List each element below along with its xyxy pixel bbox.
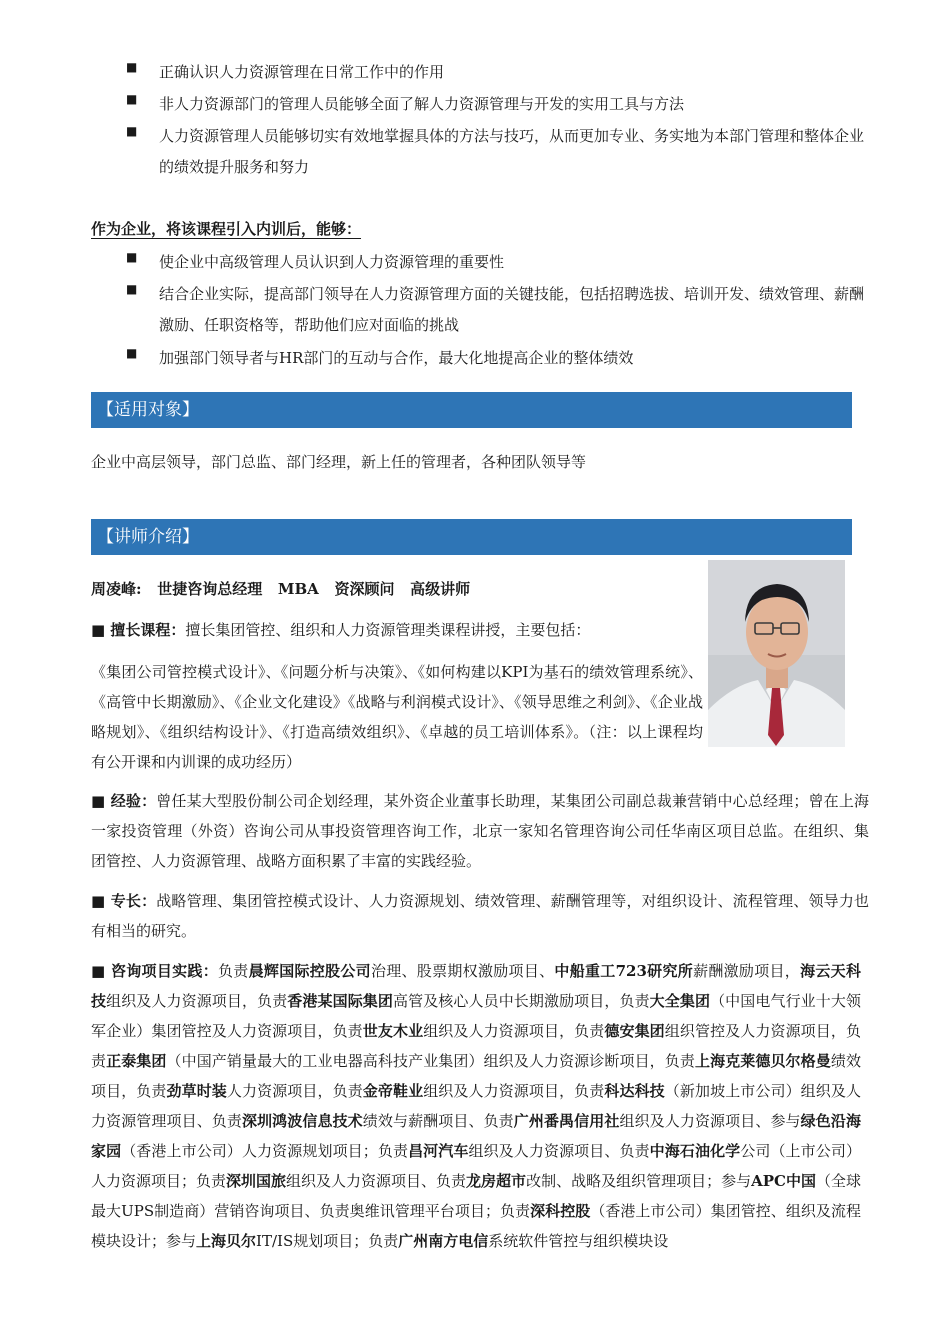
project-text-run: 公司（上市公司）人力资源项目；负责 (91, 1142, 861, 1190)
project-client-name: 上海克莱德贝尔格曼 (694, 1052, 831, 1070)
project-client-name: 劲草时装 (166, 1082, 227, 1100)
project-text-run: （香港上市公司）人力资源规划项目；负责 (121, 1142, 409, 1160)
bullet-text: 正确认识人力资源管理在日常工作中的作用 (159, 63, 445, 81)
project-client-name: 晨辉国际控股公司 (248, 962, 371, 980)
specialty-paragraph (91, 886, 869, 946)
bullet-square: ■ (126, 250, 138, 264)
bullet-square: ■ (126, 346, 138, 360)
enterprise-heading: 作为企业，将该课程引入内训后，能够： (91, 220, 362, 238)
project-client-name: 德安集团 (604, 1022, 665, 1040)
bullet-text: 使企业中高级管理人员认识到人力资源管理的重要性 (159, 253, 505, 271)
experience-label: ■ 经验： (91, 792, 157, 810)
instructor-title: 周凌峰: 世捷咨询总经理 MBA 资深顾问 高级讲师 (91, 580, 471, 598)
section-bar-audience: 【适用对象】 (91, 392, 852, 428)
project-client-name: 绿色沿海家园 (91, 1112, 861, 1160)
project-text-run: 治理、股票期权激励项目、 (370, 962, 555, 980)
project-text-run: （中国产销量最大的工业电器高科技产业集团）组织及人力资源诊断项目，负责 (166, 1052, 695, 1070)
project-text-run: 组织及人力资源项目，负责 (423, 1022, 605, 1040)
experience-paragraph (91, 786, 869, 876)
project-client-name: 大全集团 (649, 992, 711, 1010)
project-text-run: 组织及人力资源项目、参与 (619, 1112, 801, 1130)
bullet-square: ■ (126, 124, 138, 138)
bullet-text: 非人力资源部门的管理人员能够全面了解人力资源管理与开发的实用工具与方法 (159, 95, 685, 113)
project-text-run: 组织及人力资源项目，负责 (423, 1082, 605, 1100)
projects-paragraph (91, 956, 861, 1256)
project-text-run: 组织管控及人力资源项目，负责 (91, 1022, 861, 1070)
project-text-run: IT/IS规划项目；负责 (256, 1232, 399, 1250)
bullet-square: ■ (126, 282, 138, 296)
project-text-run: 改制、战略及组织管理项目；参与 (526, 1172, 752, 1190)
project-text-run: 负责 (218, 962, 249, 980)
projects-text (91, 962, 861, 1250)
bullet-text: 结合企业实际，提高部门领导在人力资源管理方面的关键技能，包括招聘选拔、培训开发、绩效管理、薪酬激励、任职资格等，帮助他们应对面临的挑战 (159, 285, 865, 334)
project-client-name: 世友木业 (362, 1022, 424, 1040)
projects-label: ■ 咨询项目实践： (91, 962, 219, 980)
project-client-name: 中船重工723研究所 (554, 962, 694, 980)
project-text-run: 高管及核心人员中长期激励项目，负责 (393, 992, 650, 1010)
project-client-name: 上海贝尔 (196, 1232, 257, 1250)
project-text-run: （新加坡上市公司）组织及人力资源管理项目、负责 (91, 1082, 861, 1130)
project-client-name: 中海石油化学 (649, 1142, 741, 1160)
specialty-label: ■ 专长： (91, 892, 157, 910)
project-text-run: 人力资源项目，负责 (226, 1082, 363, 1100)
project-text-run: 组织及人力资源项目、负责 (468, 1142, 650, 1160)
bullet-text: 人力资源管理人员能够切实有效地掌握具体的方法与技巧，从而更加专业、务实地为本部门管理和整体企业的绩效提升服务和努力 (159, 127, 865, 176)
project-text-run: 薪酬激励项目， (693, 962, 801, 980)
bullet-square: ■ (126, 92, 138, 106)
project-client-name: 金帝鞋业 (362, 1082, 424, 1100)
project-client-name: 深圳鸿波信息技术 (241, 1112, 363, 1130)
project-text-run: （全球最大UPS制造商）营销咨询项目、负责奥维讯管理平台项目；负责 (91, 1172, 861, 1220)
section-bar-instructor: 【讲师介绍】 (91, 519, 852, 555)
project-text-run: 绩效与薪酬项目、负责 (362, 1112, 514, 1130)
bullet-square: ■ (126, 60, 138, 74)
courses-line (91, 619, 590, 640)
courses-list: 《集团公司管控模式设计》、《问题分析与决策》、《如何构建以KPI为基石的绩效管理系统》、《高管中长期激励》、《企业文化建设》《战略与利润模式设计》、《领导思维之利剑》、《企业战略规划》、《组织结构设计》、《打造高绩效组织》、《卓越的员工培训体系》。（注：以上课程均有公开课和内训课的成功经历） (91, 663, 703, 771)
courses-label: ■ 擅长课程： (91, 621, 186, 639)
project-client-name: 香港某国际集团 (287, 992, 393, 1010)
project-text-run: 绩效项目，负责 (91, 1052, 861, 1100)
project-client-name: 昌河汽车 (408, 1142, 469, 1160)
project-text-run: 组织及人力资源项目、负责 (286, 1172, 467, 1190)
project-client-name: 海云天科技 (91, 962, 861, 1010)
project-client-name: 广州南方电信 (398, 1232, 489, 1250)
courses-intro: 擅长集团管控、组织和人力资源管理类课程讲授，主要包括： (185, 621, 591, 639)
project-client-name: 科达科技 (604, 1082, 665, 1100)
experience-text: 曾任某大型股份制公司企划经理，某外资企业董事长助理，某集团公司副总裁兼营销中心总经理；曾在上海一家投资管理（外资）咨询公司从事投资管理咨询工作，北京一家知名管理咨询公司任华南区项目总监。在组织、集团管控、人力资源管理、战略方面积累了丰富的实践经验。 (91, 792, 869, 870)
project-text-run: （中国电气行业十大领军企业）集团管控及人力资源项目，负责 (91, 992, 861, 1040)
bullet-text: 加强部门领导者与HR部门的互动与合作，最大化地提高企业的整体绩效 (159, 349, 634, 367)
project-client-name: 龙房超市 (466, 1172, 527, 1190)
project-client-name: 深圳国旅 (226, 1172, 287, 1190)
project-text-run: 组织及人力资源项目，负责 (106, 992, 288, 1010)
project-client-name: APC中国 (751, 1172, 816, 1190)
project-text-run: （香港上市公司）集团管控、组织及流程模块设计；参与 (91, 1202, 861, 1250)
audience-text: 企业中高层领导，部门总监、部门经理，新上任的管理者，各种团队领导等 (91, 453, 587, 471)
specialty-text: 战略管理、集团管控模式设计、人力资源规划、绩效管理、薪酬管理等，对组织设计、流程管理、领导力也有相当的研究。 (91, 892, 869, 940)
project-client-name: 深科控股 (530, 1202, 591, 1220)
project-client-name: 广州番禺信用社 (513, 1112, 620, 1130)
project-client-name: 正泰集团 (106, 1052, 167, 1070)
project-text-run: 系统软件管控与组织模块设 (488, 1232, 669, 1250)
instructor-photo (708, 560, 845, 747)
